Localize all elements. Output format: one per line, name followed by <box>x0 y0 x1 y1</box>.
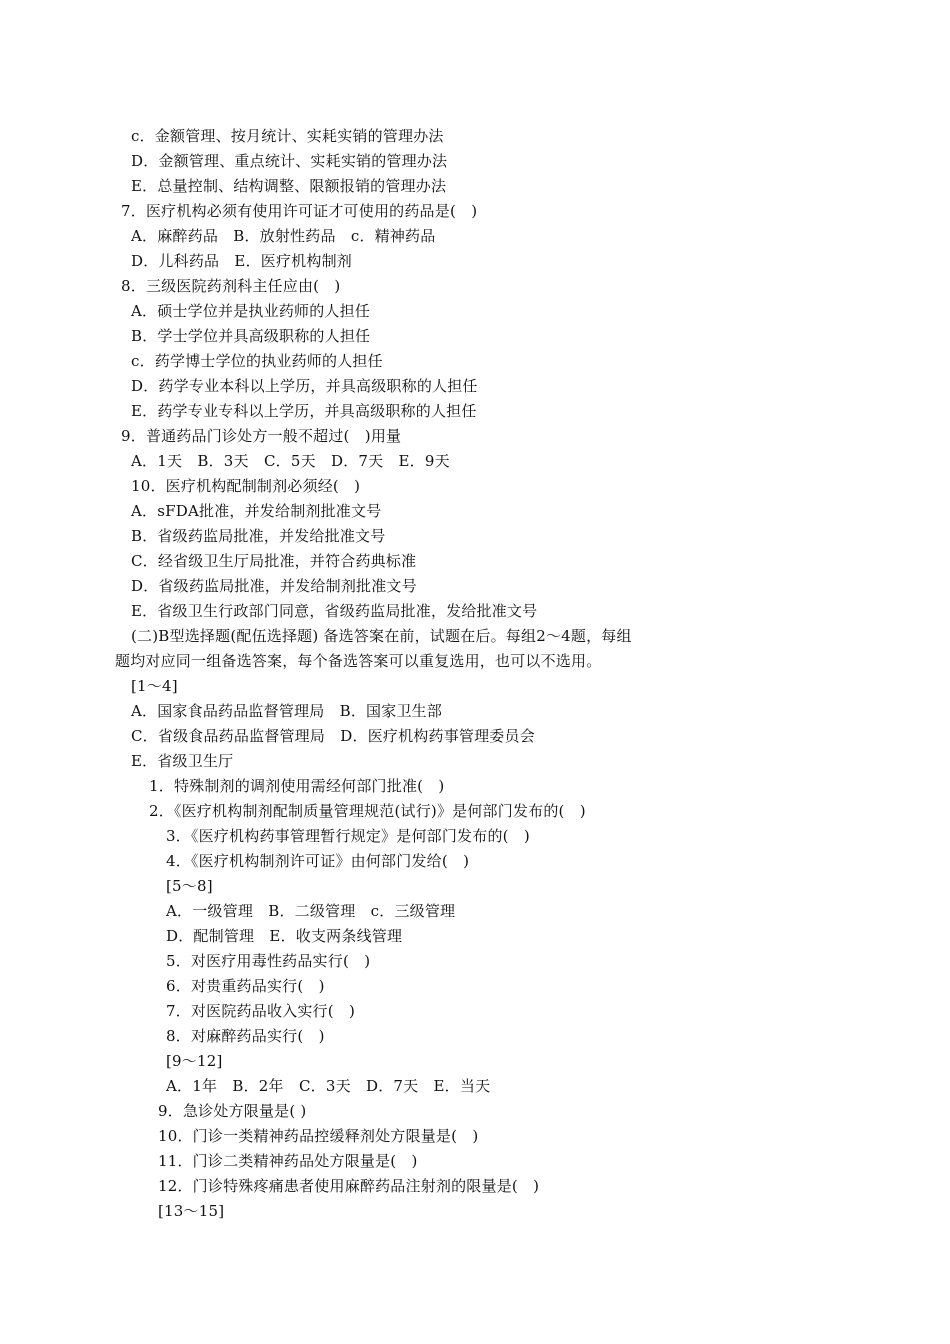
question-line: 7．对医院药品收入实行( ) <box>166 1002 356 1020</box>
option-line: D．儿科药品 E．医疗机构制剂 <box>131 252 352 270</box>
question-line: 11．门诊二类精神药品处方限量是( ) <box>158 1152 418 1170</box>
option-line: B．省级药监局批准，并发给批准文号 <box>131 527 386 545</box>
question-line: 1．特殊制剂的调剂使用需经何部门批准( ) <box>149 777 445 795</box>
option-line: C．经省级卫生厅局批准，并符合药典标准 <box>131 552 417 570</box>
group-label: [1～4] <box>131 677 178 695</box>
option-line: E．省级卫生行政部门同意，省级药监局批准，发给批准文号 <box>131 602 538 620</box>
option-line: A．sFDA批准，并发给制剂批准文号 <box>131 502 382 520</box>
section-heading-cont: 题均对应同一组备选答案，每个备选答案可以重复选用，也可以不选用。 <box>115 652 602 670</box>
option-line: E．药学专业专科以上学历，并具高级职称的人担任 <box>131 402 477 420</box>
question-line: 12．门诊特殊疼痛患者使用麻醉药品注射剂的限量是( ) <box>158 1177 540 1195</box>
option-line: A．一级管理 B．二级管理 c．三级管理 <box>166 902 456 920</box>
section-heading: (二)B型选择题(配伍选择题) 备选答案在前，试题在后。每组2～4题，每组 <box>131 627 632 645</box>
question-line: 9．普通药品门诊处方一般不超过( )用量 <box>121 427 402 445</box>
option-line: B．学士学位并具高级职称的人担任 <box>131 327 371 345</box>
option-line: C．省级食品药品监督管理局 D．医疗机构药事管理委员会 <box>131 727 535 745</box>
question-line: 10．医疗机构配制制剂必须经( ) <box>131 477 361 495</box>
group-label: [5～8] <box>166 877 213 895</box>
option-line: D．药学专业本科以上学历，并具高级职称的人担任 <box>131 377 478 395</box>
option-line: E．总量控制、结构调整、限额报销的管理办法 <box>131 177 447 195</box>
option-line: E．省级卫生厅 <box>131 752 234 770</box>
question-line: 8．对麻醉药品实行( ) <box>166 1027 325 1045</box>
question-line: 6．对贵重药品实行( ) <box>166 977 325 995</box>
question-line: 7．医疗机构必须有使用许可证才可使用的药品是( ) <box>121 202 478 220</box>
option-line: A．1天 B．3天 C．5天 D．7天 E．9天 <box>131 452 450 470</box>
question-line: 8．三级医院药剂科主任应由( ) <box>121 277 341 295</box>
option-line: D．配制管理 E．收支两条线管理 <box>166 927 403 945</box>
option-line: D．金额管理、重点统计、实耗实销的管理办法 <box>131 152 448 170</box>
option-line: A．国家食品药品监督管理局 B．国家卫生部 <box>131 702 443 720</box>
option-line: A．1年 B．2年 C．3天 D．7天 E．当天 <box>166 1077 491 1095</box>
question-line: 10．门诊一类精神药品控缓释剂处方限量是( ) <box>158 1127 479 1145</box>
option-line: A．麻醉药品 B．放射性药品 c．精神药品 <box>131 227 436 245</box>
option-line: c．药学博士学位的执业药师的人担任 <box>131 352 383 370</box>
option-line: A．硕士学位并是执业药师的人担任 <box>131 302 371 320</box>
question-line: 3．《医疗机构药事管理暂行规定》是何部门发布的( ) <box>166 827 530 845</box>
question-line: 9．急诊处方限量是( ) <box>158 1102 307 1120</box>
group-label: [13～15] <box>158 1202 225 1220</box>
option-line: D．省级药监局批准，并发给制剂批准文号 <box>131 577 417 595</box>
group-label: [9～12] <box>166 1052 223 1070</box>
question-line: 5．对医疗用毒性药品实行( ) <box>166 952 371 970</box>
question-line: 4．《医疗机构制剂许可证》由何部门发给( ) <box>166 852 470 870</box>
option-line: c．金额管理、按月统计、实耗实销的管理办法 <box>131 127 444 145</box>
question-line: 2．《医疗机构制剂配制质量管理规范(试行)》是何部门发布的( ) <box>149 802 586 820</box>
